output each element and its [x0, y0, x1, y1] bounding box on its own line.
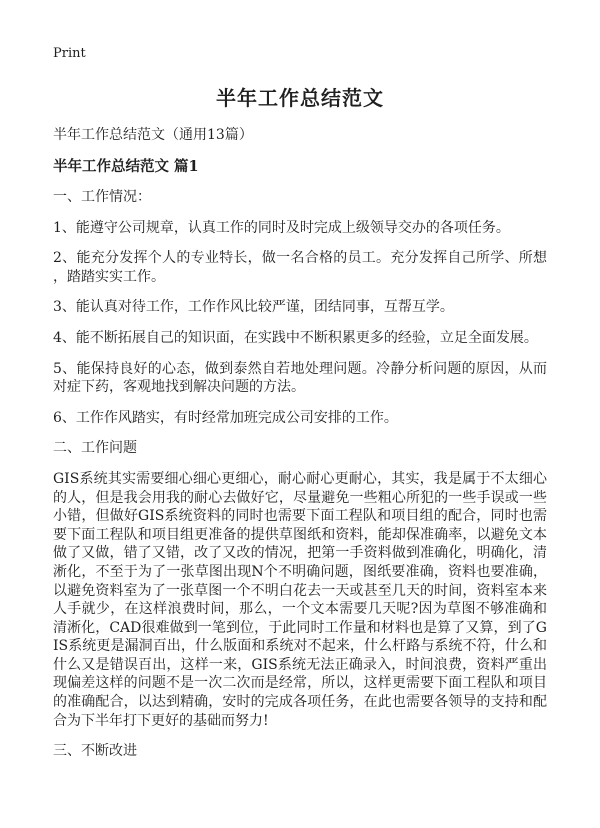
page-title: 半年工作总结范文: [216, 86, 384, 110]
document-subtitle: 半年工作总结范文（通用13篇）: [53, 127, 253, 143]
paragraph: 5、能保持良好的心态，做到泰然自若地处理问题。冷静分析问题的原因，从而对症下药，客观地找到解决问题的方法。: [53, 360, 547, 396]
section-heading-work-situation: 一、工作情况：: [53, 189, 151, 205]
print-link[interactable]: Print: [53, 46, 86, 61]
section-heading-work-problems: 二、工作问题: [53, 440, 137, 457]
paragraph: 4、能不断拓展自己的知识面，在实践中不断积累更多的经验，立足全面发展。: [53, 329, 538, 346]
paragraph: 6、工作作风踏实，有时经常加班完成公司安排的工作。: [53, 409, 398, 426]
article-heading: 半年工作总结范文 篇1: [53, 158, 199, 175]
paragraph: 1、能遵守公司规章，认真工作的同时及时完成上级领导交办的各项任务。: [53, 219, 510, 236]
paragraph: 2、能充分发挥个人的专业特长，做一名合格的员工。充分发挥自己所学、所想，踏踏实实工作。: [53, 250, 547, 285]
section-heading-continuous-improvement: 三、不断改进: [53, 743, 137, 760]
paragraph: 3、能认真对待工作，工作作风比较严谨，团结同事，互帮互学。: [53, 299, 454, 316]
paragraph: GIS系统其实需要细心细心更细心，耐心耐心更耐心，其实，我是属于不太细心的人，但是我会用我的耐心去做好它，尽量避免一些粗心所犯的一些手误或一些小错，但做好GIS系统资料的同时也需要下面工程队和项目组的配合，同时也需要下面工程队和项目组更准备的提供草图纸和资料，能却保准确率，以避免文本做了又做，错了又错，改了又改的情况，把第一手资料做到准确化，明确化，清淅化，不至于为了一张草图出现N个不明确问题，图纸要准确，资料也要准确，以避免资料室为了一张草图一个不明白花去一天或甚至几天的时间，资料室本来人手就少，在这样浪费时间，那么，一个文本需要几天呢?因为草图不够准确和清淅化，CAD很难做到一笔到位，于此同时工作量和材料也是算了又算，到了GIS系统更是漏洞百出，什么版面和系统对不起来，什么杆路与系统不符，什么和什么又是错误百出，这样一来，GIS系统无法正确录入，时间浪费，资料严重出现偏差这样的问题不是一次二次而是经常，所以，这样更需要下面工程队和项目的准确配合，以达到精确，安时的完成各项任务，在此也需要各领导的支持和配合为下半年打下更好的基础而努力!: [53, 470, 547, 729]
